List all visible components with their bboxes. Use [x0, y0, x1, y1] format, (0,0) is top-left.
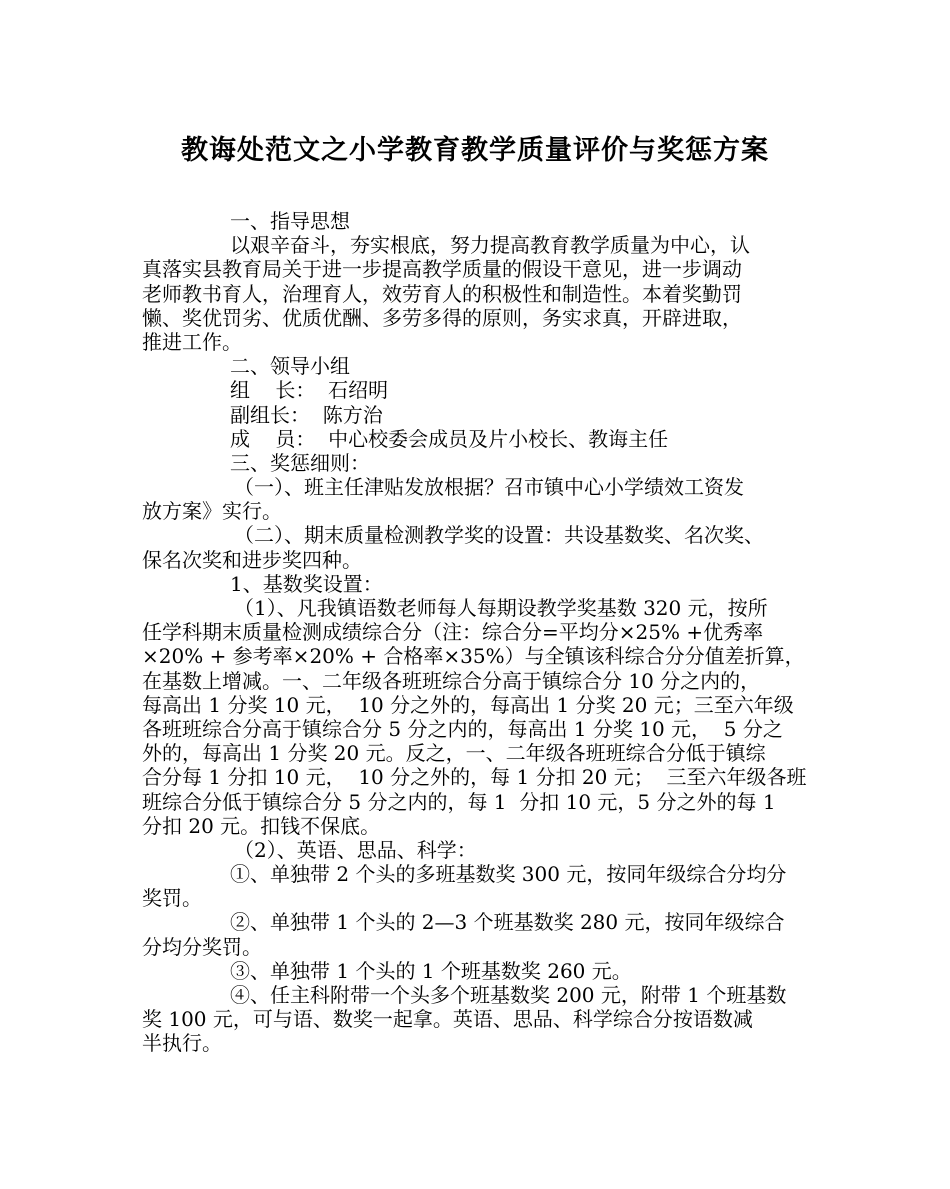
document-body — [142, 209, 812, 1056]
paragraph-line: 奖罚。 — [142, 886, 202, 911]
paragraph-line: 在基数上增减。一、二年级各班班综合分高于镇综合分 10 分之内的， — [142, 668, 761, 693]
paragraph-line: 保名次奖和进步奖四种。 — [142, 547, 362, 572]
paragraph-line: ③、单独带 1 个头的 1 个班基数奖 260 元。 — [230, 958, 632, 983]
paragraph-line: 半执行。 — [142, 1031, 222, 1056]
paragraph-line: 合分每 1 分扣 10 元， 10 分之外的，每 1 分扣 20 元； 三至六年级各班 — [142, 765, 807, 790]
paragraph-line: 任学科期末质量检测成绩综合分（注：综合分=平均分×25% +优秀率 — [142, 620, 764, 645]
paragraph-line: 分均分奖罚。 — [142, 934, 262, 959]
paragraph-line: （一）、班主任津贴发放根据？召市镇中心小学绩效工资发 — [234, 475, 744, 500]
deputy-leader-line: 副组长： 陈方治 — [230, 402, 383, 427]
paragraph-line: 懒、奖优罚劣、优质优酬、多劳多得的原则，务实求真，开辟进取， — [142, 305, 742, 330]
paragraph-line: ×20% + 参考率×20% + 合格率×35%）与全镇该科综合分分值差折算， — [142, 644, 805, 669]
paragraph-line: ①、单独带 2 个头的多班基数奖 300 元，按同年级综合分均分 — [230, 862, 787, 887]
paragraph-line: 真落实县教育局关于进一步提高教学质量的假设干意见，进一步调动 — [142, 257, 742, 282]
paragraph-line: （1）、凡我镇语数老师每人每期设教学奖基数 320 元，按所 — [234, 596, 768, 620]
subsection-heading: （2）、英语、思品、科学： — [234, 837, 477, 862]
section-heading: 三、奖惩细则： — [230, 450, 370, 475]
paragraph-line: ④、任主科附带一个头多个班基数奖 200 元，附带 1 个班基数 — [230, 983, 787, 1007]
paragraph-line: 放方案》实行。 — [142, 499, 282, 524]
paragraph-line: 老师教书育人，治理育人，效劳育人的积极性和制造性。本着奖勤罚 — [142, 281, 742, 306]
paragraph-line: 以艰辛奋斗，夯实根底，努力提高教育教学质量为中心，认 — [230, 233, 750, 258]
members-line: 成 员： 中心校委会成员及片小校长、教诲主任 — [230, 426, 669, 451]
paragraph-line: 奖 100 元，可与语、数奖一起拿。英语、思品、科学综合分按语数减 — [142, 1007, 753, 1032]
section-heading: 二、领导小组 — [230, 354, 350, 379]
paragraph-line: （二）、期末质量检测教学奖的设置：共设基数奖、名次奖、 — [234, 523, 764, 548]
paragraph-line: 各班班综合分高于镇综合分 5 分之内的，每高出 1 分奖 10 元， 5 分之 — [142, 716, 783, 741]
paragraph-line: 外的，每高出 1 分奖 20 元。反之，一、二年级各班班综合分低于镇综 — [142, 741, 766, 766]
document-title: 教诲处范文之小学教育教学质量评价与奖惩方案 — [181, 135, 769, 166]
section-heading: 一、指导思想 — [230, 209, 350, 233]
paragraph-line: 推进工作。 — [142, 329, 242, 354]
paragraph-line: 分扣 20 元。扣钱不保底。 — [142, 813, 381, 838]
paragraph-line: 每高出 1 分奖 10 元， 10 分之外的，每高出 1 分奖 20 元；三至六年级 — [142, 692, 794, 717]
paragraph-line: 班综合分低于镇综合分 5 分之内的，每 1 分扣 10 元，5 分之外的每 1 — [142, 789, 776, 814]
subsection-heading: 1、基数奖设置： — [230, 571, 383, 596]
paragraph-line: ②、单独带 1 个头的 2—3 个班基数奖 280 元，按同年级综合 — [230, 910, 785, 935]
leader-line: 组 长： 石绍明 — [230, 378, 389, 403]
